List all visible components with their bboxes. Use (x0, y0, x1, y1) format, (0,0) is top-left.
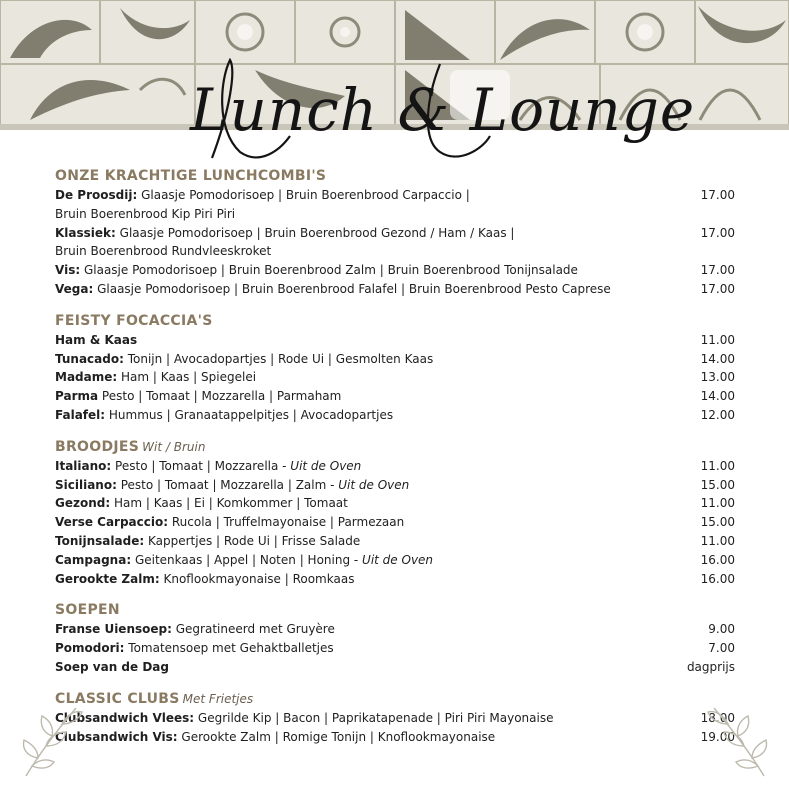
menu-item: Tonijnsalade: Kappertjes | Rode Ui | Frisse Salade 11.00 (55, 532, 735, 551)
menu-item: Klassiek: Glaasje Pomodorisoep | Bruin Boerenbrood Gezond / Ham / Kaas | Bruin Boerenbrood Rundvleeskroket 17.00 (55, 225, 735, 259)
item-price: 11.00 (700, 533, 735, 548)
menu-item: Italiano: Pesto | Tomaat | Mozzarella - Uit de Oven 11.00 (55, 457, 735, 476)
section-heading: SOEPEN (55, 602, 120, 619)
menu-item: Verse Carpaccio: Rucola | Truffelmayonaise | Parmezaan 15.00 (55, 513, 735, 532)
menu-item: Campagna: Geitenkaas | Appel | Noten | Honing - Uit de Oven 16.00 (55, 551, 735, 570)
item-price: 11.00 (700, 458, 735, 473)
item-price: 14.00 (700, 389, 735, 404)
menu-body (55, 166, 735, 758)
menu-item: Gerookte Zalm: Knoflookmayonaise | Roomkaas 16.00 (55, 570, 735, 589)
item-price: dagprijs (686, 659, 735, 674)
menu-item: Falafel: Hummus | Granaatappelpitjes | Avocadopartjes 12.00 (55, 406, 735, 425)
section-lunchcombis (55, 166, 735, 299)
menu-item: Madame: Ham | Kaas | Spiegelei 13.00 (55, 368, 735, 387)
menu-item: Franse Uiensoep: Gegratineerd met Gruyère 9.00 (55, 620, 735, 639)
laurel-branch-icon (18, 700, 90, 784)
title-text: Lunch & Lounge (190, 76, 696, 144)
menu-item: Vis: Glaasje Pomodorisoep | Bruin Boerenbrood Zalm | Bruin Boerenbrood Tonijnsalade 17.00 (55, 261, 735, 280)
menu-item: Ham & Kaas 11.00 (55, 331, 735, 350)
item-price: 9.00 (708, 622, 735, 637)
menu-item: Tunacado: Tonijn | Avocadopartjes | Rode Ui | Gesmolten Kaas 14.00 (55, 350, 735, 369)
menu-item: Vega: Glaasje Pomodorisoep | Bruin Boerenbrood Falafel | Bruin Boerenbrood Pesto Caprese 17.00 (55, 280, 735, 299)
menu-title (190, 40, 696, 180)
section-heading: FEISTY FOCACCIA'S (55, 312, 213, 329)
laurel-branch-icon (700, 700, 772, 784)
section-soepen (55, 600, 735, 676)
section-heading: ONZE KRACHTIGE LUNCHCOMBI'S (55, 168, 327, 184)
item-price: 17.00 (700, 225, 735, 240)
item-price: 13.00 (700, 370, 735, 385)
section-classic-clubs (55, 689, 735, 747)
item-price: 11.00 (700, 332, 735, 347)
item-price: 19.00 (700, 729, 735, 744)
item-price: 16.00 (700, 552, 735, 567)
item-price: 7.00 (708, 641, 735, 656)
section-broodjes (55, 437, 735, 589)
menu-item: Parma Pesto | Tomaat | Mozzarella | Parmaham 14.00 (55, 387, 735, 406)
menu-item: Gezond: Ham | Kaas | Ei | Komkommer | Tomaat 11.00 (55, 494, 735, 513)
menu-item: Pomodori: Tomatensoep met Gehaktballetjes 7.00 (55, 639, 735, 658)
item-price: 17.00 (700, 281, 735, 296)
item-price: 15.00 (700, 477, 735, 492)
item-price: 15.00 (700, 515, 735, 530)
menu-item: Siciliano: Pesto | Tomaat | Mozzarella | Zalm - Uit de Oven 15.00 (55, 476, 735, 495)
section-heading: CLASSIC CLUBS Met Frietjes (55, 690, 254, 707)
item-price: 14.00 (700, 351, 735, 366)
menu-item: De Proosdij: Glaasje Pomodorisoep | Bruin Boerenbrood Carpaccio | Bruin Boerenbrood Kip Piri Piri 17.00 (55, 188, 735, 221)
menu-item: Clubsandwich Vlees: Gegrilde Kip | Bacon | Paprikatapenade | Piri Piri Mayonaise 18.00 (55, 709, 735, 728)
item-price: 16.00 (700, 571, 735, 586)
menu-item: Clubsandwich Vis: Gerookte Zalm | Romige Tonijn | Knoflookmayonaise 19.00 (55, 728, 735, 747)
section-focaccias (55, 311, 735, 425)
item-price: 18.00 (700, 710, 735, 725)
menu-item: Soep van de Dag dagprijs (55, 658, 735, 677)
section-heading: BROODJES Wit / Bruin (55, 438, 206, 455)
item-price: 11.00 (700, 496, 735, 511)
item-price: 17.00 (700, 188, 735, 202)
item-price: 17.00 (700, 263, 735, 278)
item-price: 12.00 (700, 407, 735, 422)
